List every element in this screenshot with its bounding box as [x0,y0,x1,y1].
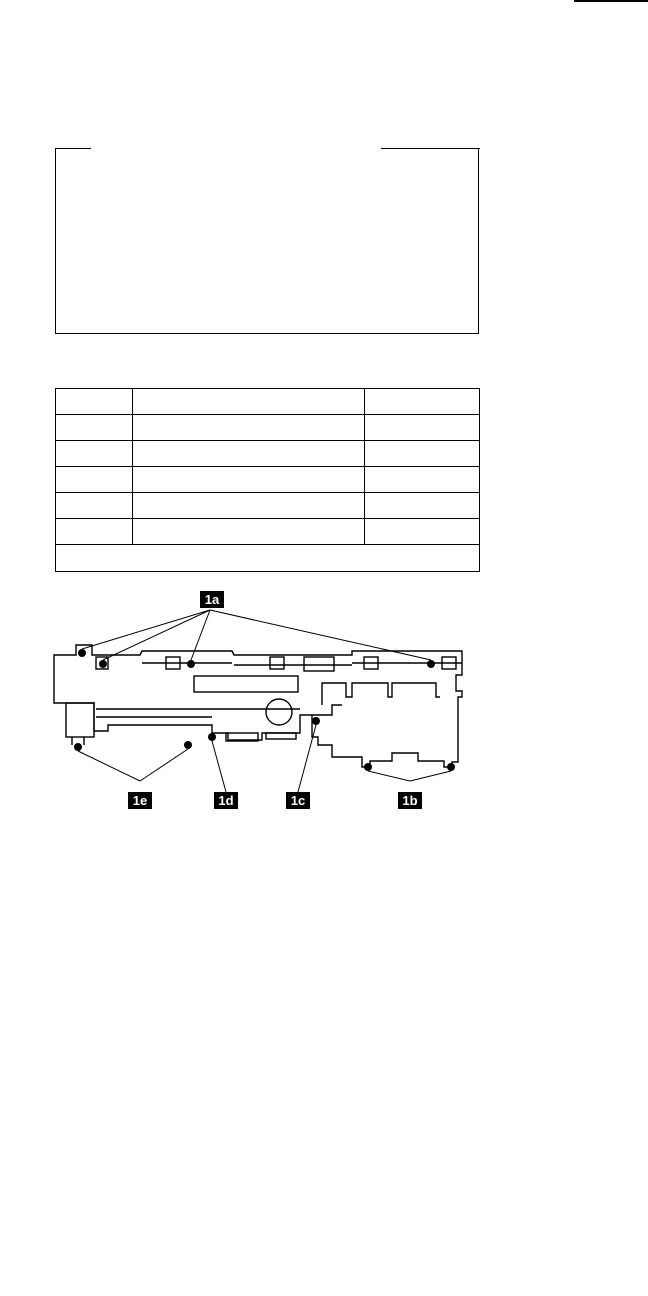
table-cell-step [56,389,133,415]
table-row [56,519,480,545]
table-cell-description [133,441,365,467]
screw-1a-1 [78,649,86,657]
note-border-right [381,148,480,149]
table-cell-qty [365,519,480,545]
table-cell-description [133,467,365,493]
table-footnote [56,545,480,572]
screw-1b-1 [364,763,372,771]
note-heading [96,140,376,156]
table-row [56,415,480,441]
callout-1c-label: 1c [290,793,306,808]
board-diagram [0,585,648,815]
screw-1a-2 [99,660,107,668]
callout-1d [214,792,238,809]
screw-1b-2 [447,763,455,771]
callout-1b [398,792,422,809]
screw-1e-1 [74,743,82,751]
table-row [56,467,480,493]
table-cell-qty [365,493,480,519]
note-box [55,148,479,334]
leader-lines [78,610,451,792]
callout-1d-label: 1d [218,793,234,808]
table-cell-step [56,493,133,519]
table-cell-description [133,519,365,545]
top-rule [574,0,648,2]
table-cell-description [133,389,365,415]
screw-1e-2 [184,741,192,749]
table-cell-step [56,467,133,493]
callout-1e-label: 1e [132,793,148,808]
board-outline [54,645,462,767]
screw-1a-3 [187,660,195,668]
screw-1d [208,733,216,741]
table-row [56,389,480,415]
table-cell-qty [365,415,480,441]
table-cell-step [56,441,133,467]
table-row [56,493,480,519]
table-cell-qty [365,441,480,467]
table-footer-row [56,545,480,572]
note-border-left [55,148,91,149]
screw-1a-4 [427,660,435,668]
table-cell-step [56,519,133,545]
callout-1c [286,792,310,809]
table-cell-description [133,493,365,519]
screw-1c [312,717,320,725]
callout-1e [128,792,152,809]
callout-1b-label: 1b [402,793,418,808]
callout-1a [200,591,224,608]
callout-1a-label: 1a [204,592,220,607]
table-cell-qty [365,389,480,415]
table-cell-step [56,415,133,441]
spec-table [55,388,480,572]
table-cell-description [133,415,365,441]
table-cell-qty [365,467,480,493]
table-row [56,441,480,467]
